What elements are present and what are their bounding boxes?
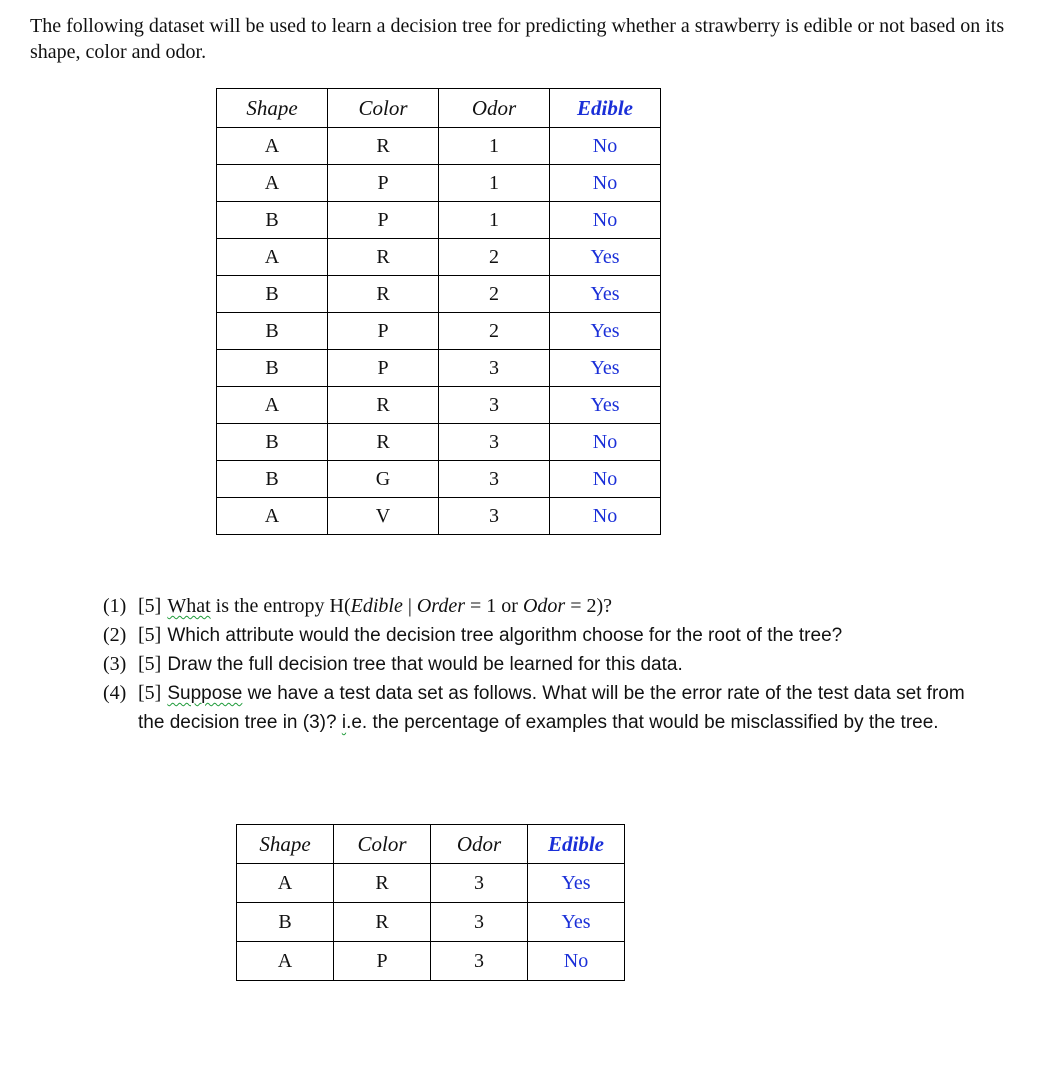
cell-odor: 3 <box>431 864 528 903</box>
cell-color: R <box>328 239 439 276</box>
table-row <box>217 498 661 535</box>
training-table-body <box>217 128 661 535</box>
question-number: (3) <box>103 653 127 675</box>
cell-edible: No <box>550 424 661 461</box>
cell-edible: No <box>550 461 661 498</box>
cell-odor: 2 <box>439 313 550 350</box>
cell-edible: Yes <box>550 239 661 276</box>
spellcheck-word: What <box>167 595 211 617</box>
cell-shape: A <box>217 239 328 276</box>
table-row <box>217 202 661 239</box>
cell-edible: No <box>550 128 661 165</box>
cell-shape: A <box>217 128 328 165</box>
question-text: Draw the full decision tree that would be learned for this data. <box>167 654 683 675</box>
question-list <box>103 592 983 737</box>
question-4: (4) [5] Suppose we have a test data set as follows. What will be the error rate of the test data set from the decision tree in (3)? i.e. the percentage of examples that would be misclassified by the tree. <box>103 679 983 737</box>
cell-shape: A <box>237 942 334 981</box>
cell-odor: 1 <box>439 165 550 202</box>
question-number: (4) <box>103 682 127 704</box>
col-header-shape: Shape <box>237 825 334 864</box>
cell-shape: B <box>217 276 328 313</box>
cell-edible: Yes <box>528 903 625 942</box>
table-row <box>217 165 661 202</box>
table-row <box>217 128 661 165</box>
cell-edible: No <box>550 165 661 202</box>
cell-odor: 3 <box>439 387 550 424</box>
cell-color: P <box>328 202 439 239</box>
question-number: (1) <box>103 595 127 617</box>
cell-odor: 3 <box>431 903 528 942</box>
cell-shape: A <box>217 387 328 424</box>
cell-color: P <box>328 165 439 202</box>
cell-color: V <box>328 498 439 535</box>
cell-color: P <box>328 350 439 387</box>
cell-color: R <box>328 424 439 461</box>
cell-color: P <box>334 942 431 981</box>
cell-odor: 1 <box>439 128 550 165</box>
cell-color: R <box>328 128 439 165</box>
cell-odor: 3 <box>439 350 550 387</box>
spellcheck-word: i <box>341 712 347 733</box>
cell-shape: B <box>217 202 328 239</box>
col-header-color: Color <box>334 825 431 864</box>
test-table-body <box>237 864 625 981</box>
col-header-odor: Odor <box>439 89 550 128</box>
spellcheck-word: Suppose <box>167 683 243 704</box>
table-row <box>237 942 625 981</box>
table-row <box>217 239 661 276</box>
question-points: [5] <box>138 682 162 704</box>
question-3 <box>103 650 983 679</box>
cell-color: R <box>328 276 439 313</box>
table-row <box>237 903 625 942</box>
cell-shape: A <box>237 864 334 903</box>
cell-shape: B <box>217 313 328 350</box>
question-points: [5] <box>138 624 162 646</box>
table-row <box>217 313 661 350</box>
cell-edible: No <box>550 498 661 535</box>
col-header-shape: Shape <box>217 89 328 128</box>
cell-color: R <box>334 903 431 942</box>
cell-odor: 2 <box>439 276 550 313</box>
cell-color: P <box>328 313 439 350</box>
question-1: (1) [5] What is the entropy H(Edible | Order = 1 or Odor = 2)? <box>103 592 983 621</box>
question-points: [5] <box>138 595 162 617</box>
intro-paragraph: The following dataset will be used to learn a decision tree for predicting whether a strawberry is edible or not based on its shape, color and odor. <box>30 15 1005 63</box>
table-header-row <box>237 825 625 864</box>
test-data-table <box>236 824 625 981</box>
cell-shape: A <box>217 498 328 535</box>
question-number: (2) <box>103 624 127 646</box>
col-header-edible: Edible <box>550 89 661 128</box>
cell-odor: 3 <box>431 942 528 981</box>
cell-shape: B <box>217 461 328 498</box>
cell-shape: B <box>217 350 328 387</box>
cell-odor: 3 <box>439 461 550 498</box>
table-row <box>217 387 661 424</box>
table-row <box>217 350 661 387</box>
cell-shape: A <box>217 165 328 202</box>
col-header-edible: Edible <box>528 825 625 864</box>
cell-color: G <box>328 461 439 498</box>
training-data-table <box>216 88 661 535</box>
cell-shape: B <box>217 424 328 461</box>
cell-odor: 2 <box>439 239 550 276</box>
table-row <box>217 424 661 461</box>
cell-edible: Yes <box>550 276 661 313</box>
cell-odor: 3 <box>439 498 550 535</box>
table-row <box>217 461 661 498</box>
cell-color: R <box>334 864 431 903</box>
question-points: [5] <box>138 653 162 675</box>
table-row <box>237 864 625 903</box>
question-2 <box>103 621 983 650</box>
cell-edible: Yes <box>550 350 661 387</box>
cell-odor: 3 <box>439 424 550 461</box>
cell-edible: Yes <box>550 313 661 350</box>
table-header-row <box>217 89 661 128</box>
cell-color: R <box>328 387 439 424</box>
cell-odor: 1 <box>439 202 550 239</box>
col-header-odor: Odor <box>431 825 528 864</box>
question-text: Which attribute would the decision tree algorithm choose for the root of the tree? <box>167 625 843 646</box>
cell-edible: No <box>550 202 661 239</box>
cell-shape: B <box>237 903 334 942</box>
cell-edible: Yes <box>528 864 625 903</box>
cell-edible: Yes <box>550 387 661 424</box>
cell-edible: No <box>528 942 625 981</box>
col-header-color: Color <box>328 89 439 128</box>
table-row <box>217 276 661 313</box>
